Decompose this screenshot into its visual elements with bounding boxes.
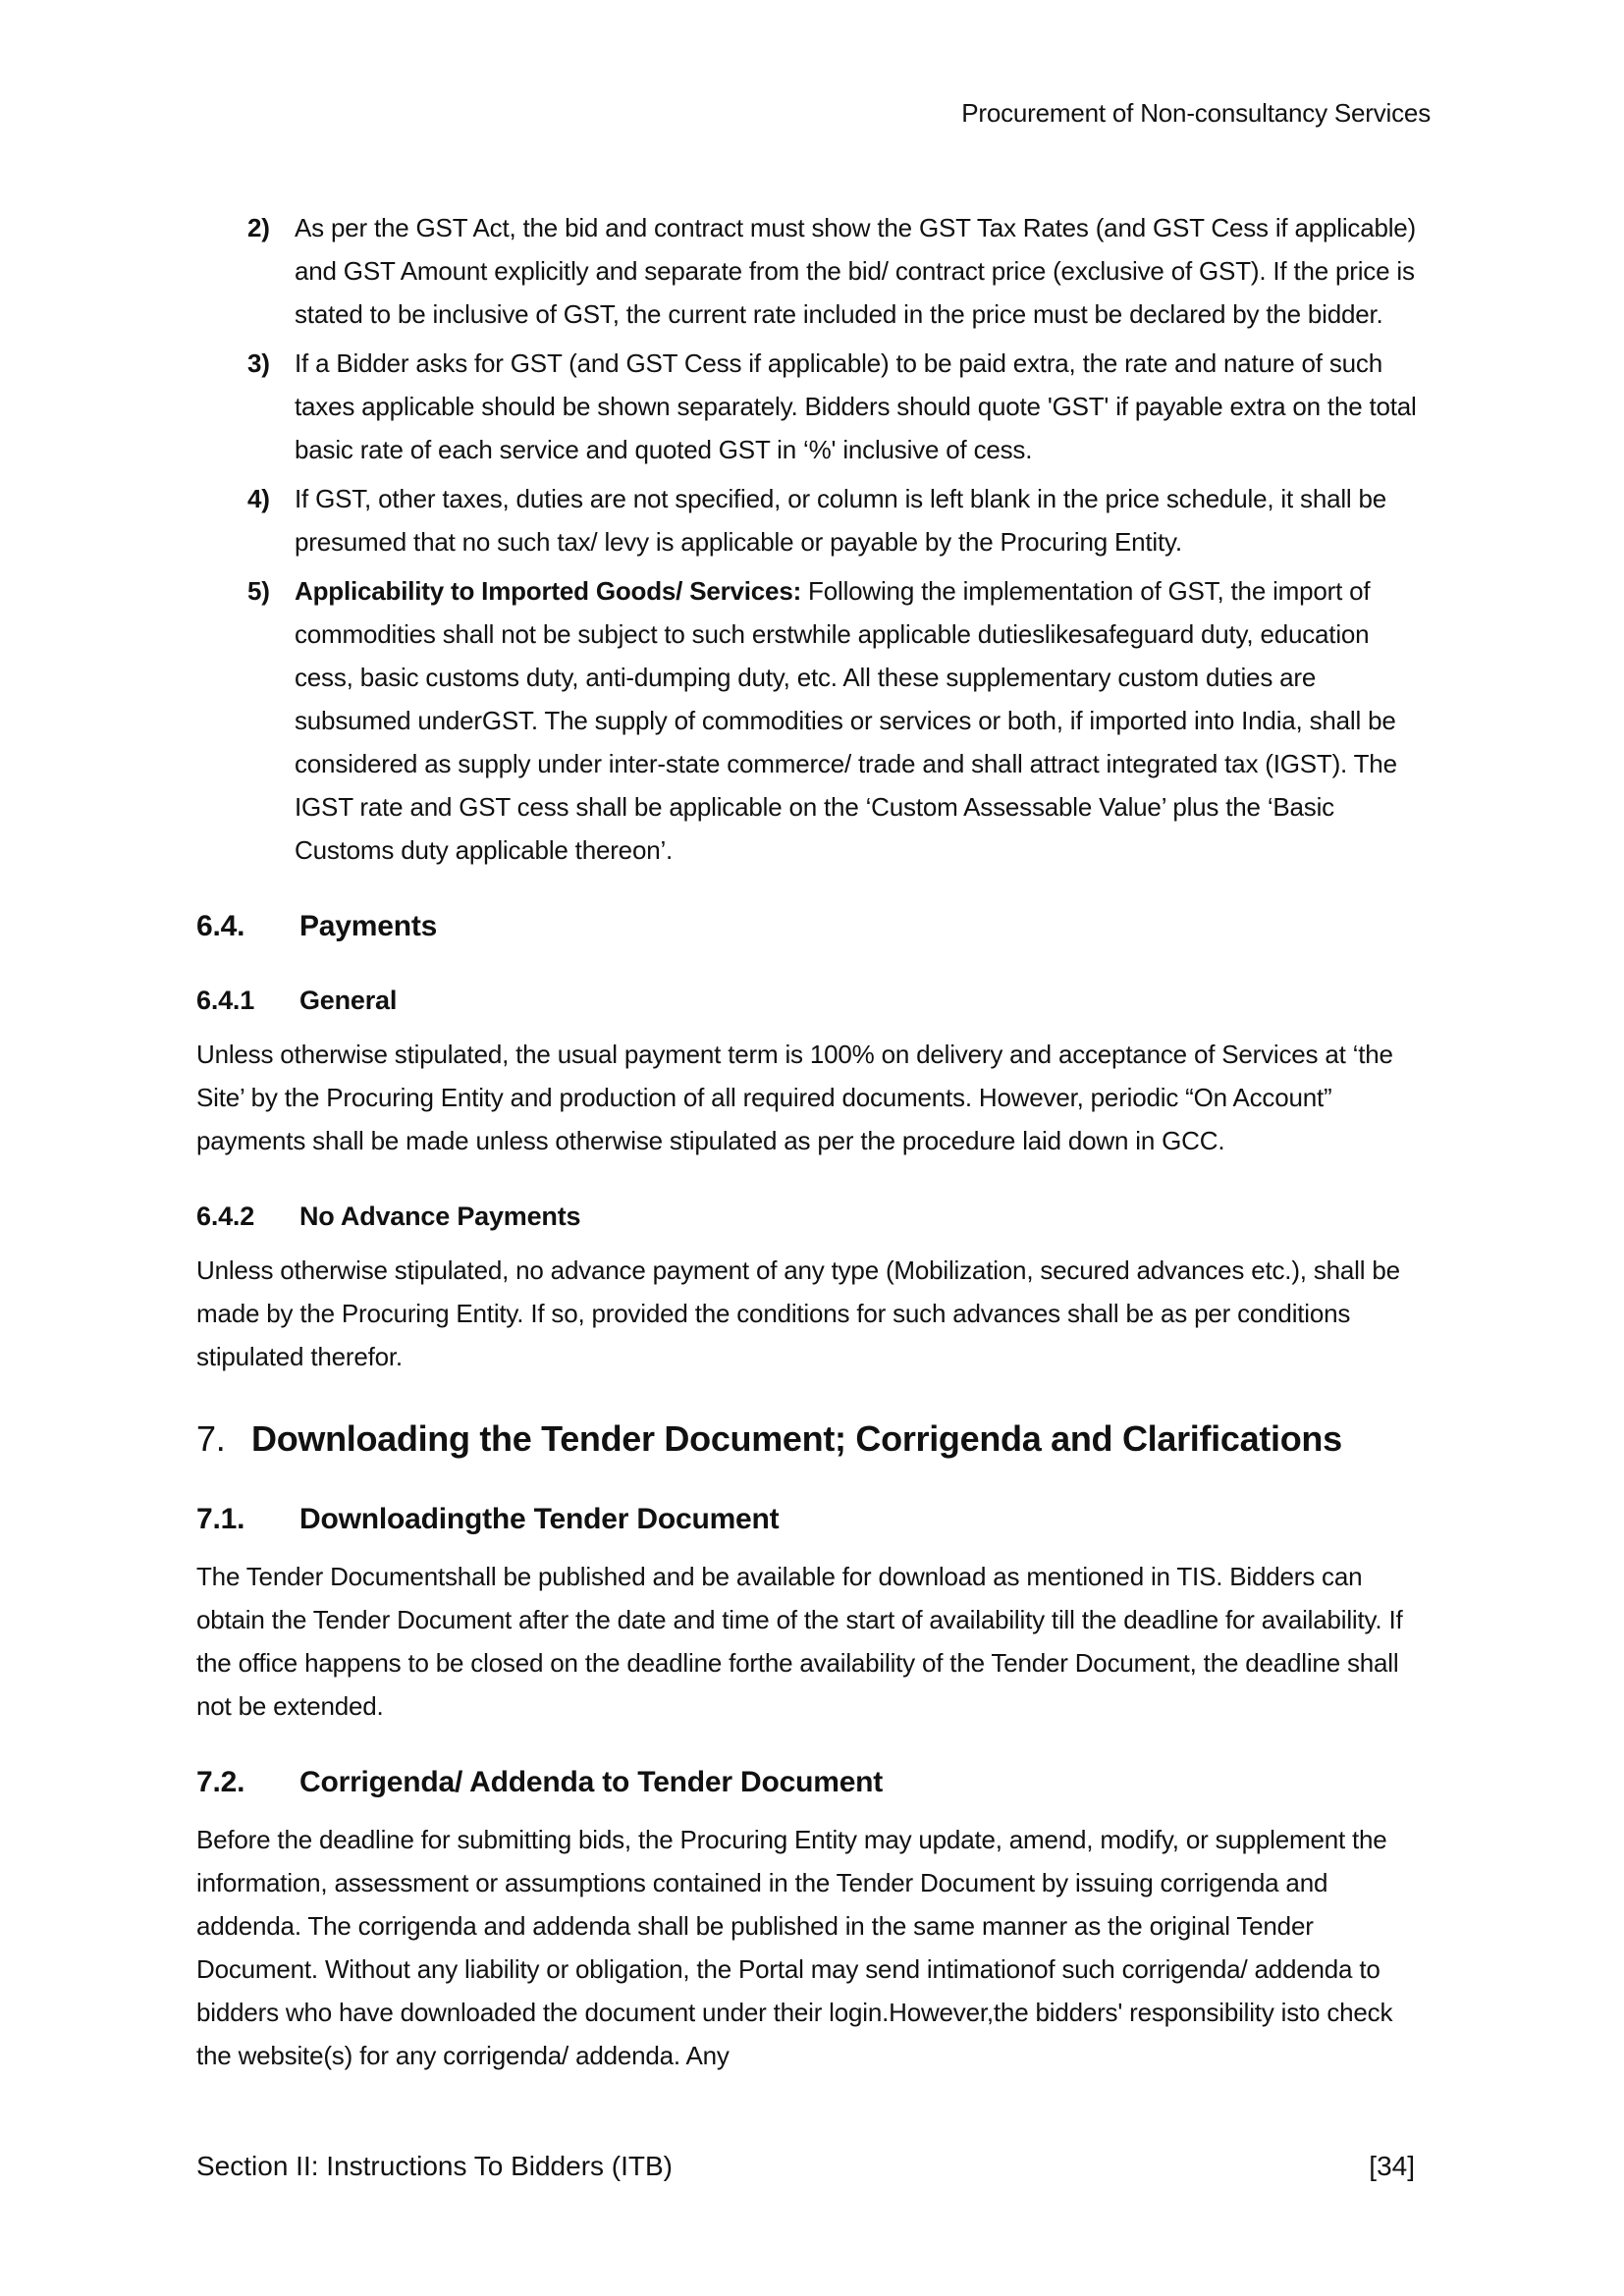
page-header (196, 98, 1431, 128)
section-heading-payments (196, 907, 1431, 946)
chapter-number: 7. (196, 1418, 226, 1459)
paragraph-no-advance-payments: Unless otherwise stipulated, no advance payment of any type (Mobilization, secured advances etc.), shall be made by the Procuring Entity. If so, provided the conditions for such advances shall be as per conditions stipulated therefor. (196, 1255, 1400, 1371)
list-item-text: As per the GST Act, the bid and contract must show the GST Tax Rates (and GST Cess if applicable) and GST Amount explicitly and separate from the bid/ contract price (exclusive of GST). If the price is stated to be inclusive of GST, the current rate included in the price must be declared by the bidder. (295, 213, 1417, 329)
list-item-number: 3) (247, 348, 270, 378)
chapter-heading-downloading (196, 1414, 1431, 1465)
section-heading-downloading-tender-document (196, 1500, 1431, 1539)
section-title: No Advance Payments (299, 1201, 581, 1231)
list-item-text: If a Bidder asks for GST (and GST Cess if applicable) to be paid extra, the rate and nature of such taxes applicable should be shown separately. Bidders should quote 'GST' if payable extra on the total basic rate of each service and quoted GST in ‘%' inclusive of cess. (295, 348, 1417, 464)
section-number: 7.1. (196, 1503, 245, 1535)
list-item (196, 477, 1431, 563)
footer-section-label: Section II: Instructions To Bidders (ITB) (196, 2151, 674, 2181)
list-item-number: 5) (247, 576, 270, 606)
list-item-text: If GST, other taxes, duties are not specified, or column is left blank in the price schedule, it shall be presumed that no such tax/ levy is applicable or payable by the Procuring Entity. (295, 484, 1387, 557)
section-number: 7.2. (196, 1766, 245, 1798)
list-item (196, 342, 1431, 471)
footer-page-number: [34] (1369, 2151, 1415, 2181)
list-item-bold-lead: Applicability to Imported Goods/ Services: (295, 576, 802, 606)
list-item-number: 2) (247, 213, 270, 242)
section-title: Corrigenda/ Addenda to Tender Document (299, 1766, 884, 1798)
list-item-text: Following the implementation of GST, the import of commodities shall not be subject to such erstwhile applicable dutieslikesafeguard duty, education cess, basic customs duty, anti-dumping duty, etc. All these supplementary custom duties are subsumed underGST. The supply of commodities or services or both, if imported into India, shall be considered as supply under inter-state commerce/ trade and shall attract integrated tax (IGST). The IGST rate and GST cess shall be applicable on the ‘Custom Assessable Value’ plus the ‘Basic Customs duty applicable thereon’. (295, 576, 1397, 865)
section-heading-corrigenda (196, 1763, 1431, 1802)
section-title: Payments (299, 910, 438, 942)
paragraph-downloading-tender-document: The Tender Documentshall be published and be available for download as mentioned in TIS. Bidders can obtain the Tender Document after the date and time of the start of availability till the deadline for availability. If the office happens to be closed on the deadline forthe availability of the Tender Document, the deadline shall not be extended. (196, 1562, 1403, 1721)
gst-numbered-list (196, 206, 1431, 872)
section-number: 6.4.1 (196, 986, 255, 1015)
page-footer (196, 2150, 1415, 2183)
section-heading-general (196, 982, 1431, 1019)
section-title: General (299, 986, 398, 1015)
section-heading-no-advance-payments (196, 1198, 1431, 1235)
header-text: Procurement of Non-consultancy Services (961, 98, 1431, 128)
section-number: 6.4.2 (196, 1201, 255, 1231)
section-number: 6.4. (196, 910, 245, 942)
section-title: Downloadingthe Tender Document (299, 1503, 780, 1535)
list-item (196, 206, 1431, 336)
list-item (196, 569, 1431, 872)
chapter-title: Downloading the Tender Document; Corrigenda and Clarifications (251, 1418, 1342, 1459)
paragraph-general: Unless otherwise stipulated, the usual payment term is 100% on delivery and acceptance of Services at ‘the Site’ by the Procuring Entity and production of all required documents. However, periodic “On Account” payments shall be made unless otherwise stipulated as per the procedure laid down in GCC. (196, 1040, 1393, 1155)
paragraph-corrigenda: Before the deadline for submitting bids, the Procuring Entity may update, amend, modify, or supplement the information, assessment or assumptions contained in the Tender Document by issuing corrigenda and addenda. The corrigenda and addenda shall be published in the same manner as the original Tender Document. Without any liability or obligation, the Portal may send intimationof such corrigenda/ addenda to bidders who have downloaded the document under their login.However,the bidders' responsibility isto check the website(s) for any corrigenda/ addenda. Any (196, 1825, 1393, 2070)
document-content (196, 206, 1431, 2077)
list-item-number: 4) (247, 484, 270, 513)
